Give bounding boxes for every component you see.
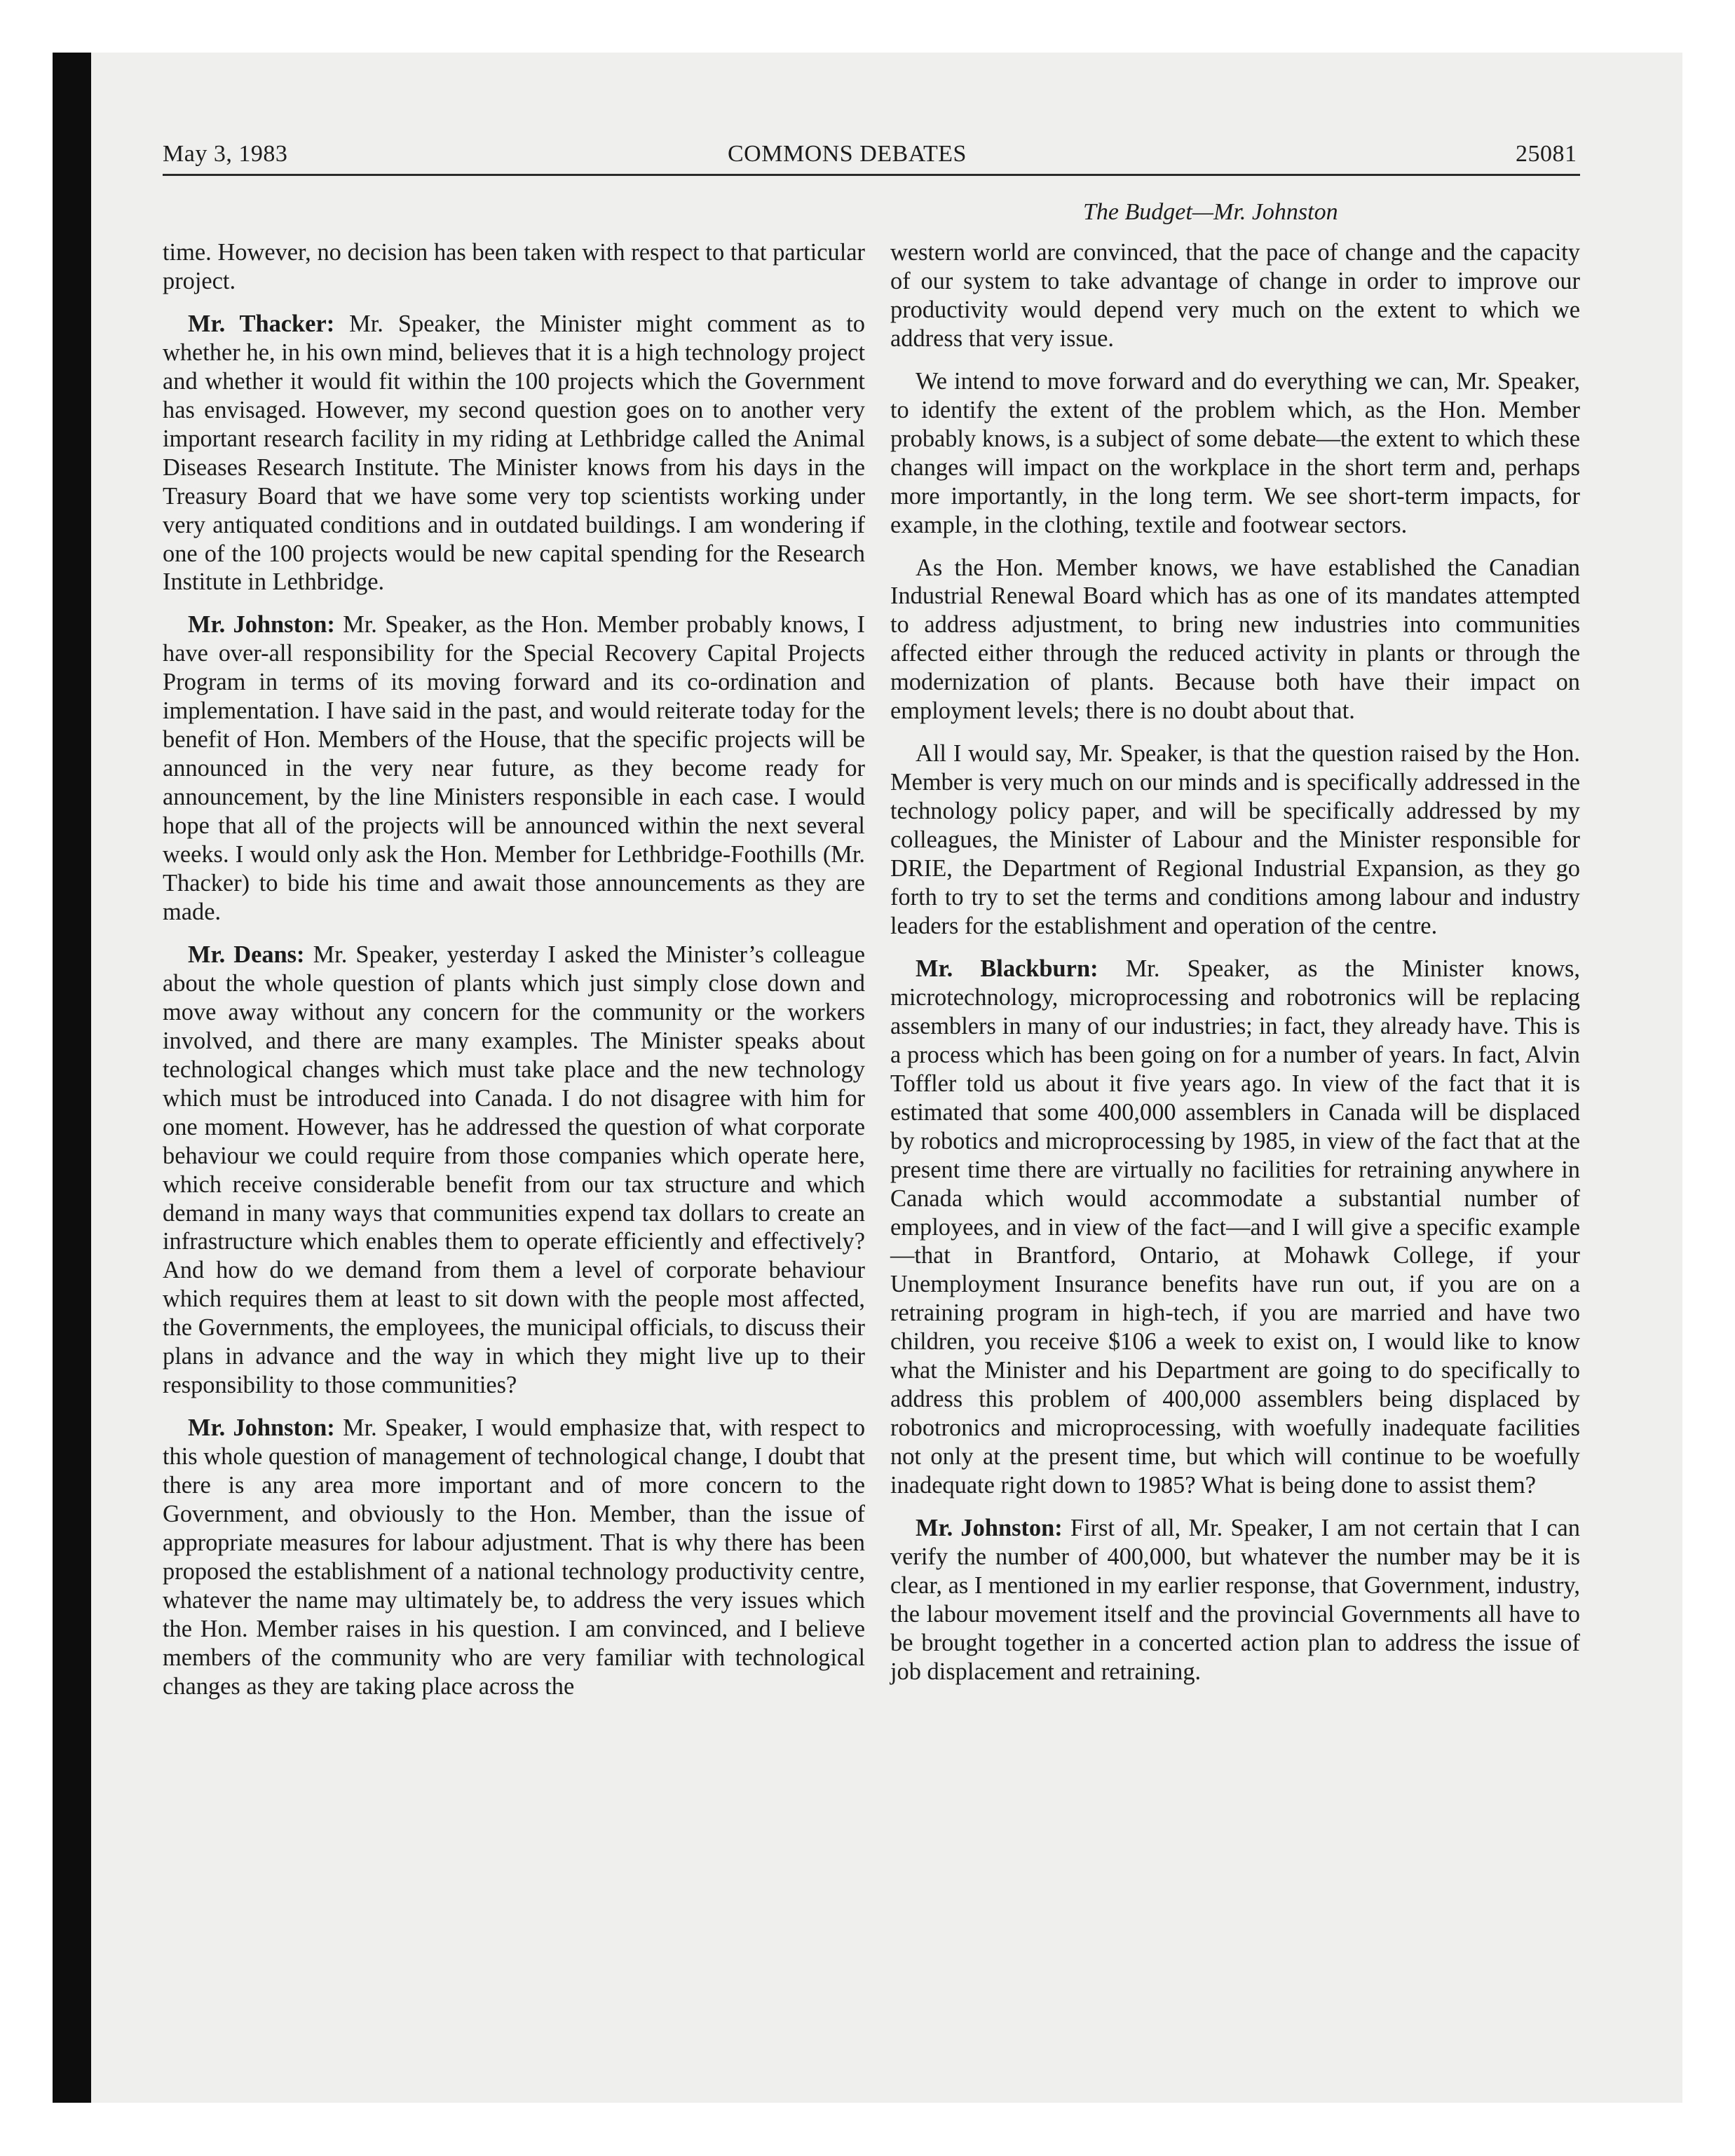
- paragraph: [890, 238, 1580, 353]
- paragraph: [890, 367, 1580, 540]
- paragraph-text: Mr. Speaker, the Minister might comment as to whether he, in his own mind, believes that it is a high technology project and whether it would fit within the 100 projects which the Government has envisaged. However, my second question goes on to another very important research facility in my riding at Lethbridge called the Animal Diseases Research Institute. The Minister knows from his days in the Treasury Board that we have some very top scientists working under very antiquated conditions and in outdated buildings. I am wondering if one of the 100 projects would be new capital spending for the Research Institute in Lethbridge.: [163, 310, 865, 596]
- speaker-name: Mr. Johnston:: [188, 1414, 335, 1442]
- speaker-name: Mr. Thacker:: [188, 310, 335, 337]
- paragraph: [163, 238, 865, 296]
- paragraph-text: First of all, Mr. Speaker, I am not certain that I can verify the number of 400,000, but whatever the number may be it is clear, as I mentioned in my earlier response, that Government, industry, the labour movement itself and the provincial Governments all have to be brought together in a concerted action plan to address the issue of job displacement and retraining.: [890, 1515, 1580, 1685]
- paragraph-text: Mr. Speaker, yesterday I asked the Minister’s colleague about the whole question of plants which just simply close down and move away without any concern for the community or the workers involved, and there are many examples. The Minister speaks about technological changes which must take place and the new technology which must be introduced into Canada. I do not disagree with him for one moment. However, has he addressed the question of what corporate behaviour we could require from those companies which operate here, which receive considerable benefit from our tax structure and which demand in many ways that communities expend tax dollars to create an infrastructure which enables them to operate efficiently and effectively? And how do we demand from them a level of corporate behaviour which requires them at least to sit down with the people most affected, the Governments, the employees, the municipal officials, to discuss their plans in advance and the way in which they might live up to their responsibility to those communities?: [163, 941, 865, 1399]
- left-column: [163, 238, 865, 1715]
- speaker-name: Mr. Johnston:: [188, 611, 335, 639]
- paragraph-text: western world are convinced, that the pace of change and the capacity of our system to take advantage of change in order to improve our productivity would depend very much on the extent to which we address that very issue.: [890, 239, 1580, 352]
- right-column: [890, 238, 1580, 1700]
- paragraph-text: Mr. Speaker, as the Hon. Member probably knows, I have over-all responsibility for the Special Recovery Capital Projects Program in terms of its moving forward and its co-ordination and implementation. I have said in the past, and would reiterate today for the benefit of Hon. Members of the House, that the specific projects will be announced in the very near future, as they become ready for announcement, by the line Ministers responsible in each case. I would hope that all of the projects will be announced within the next several weeks. I would only ask the Hon. Member for Lethbridge-Foothills (Mr. Thacker) to bide his time and await those announcements as they are made.: [163, 611, 866, 925]
- paragraph-text: As the Hon. Member knows, we have established the Canadian Industrial Renewal Board which has as one of its mandates attempted to address adjustment, to bring new industries into communities affected either through the reduced activity in plants or through the modernization of plants. Because both have their impact on employment levels; there is no doubt about that.: [890, 554, 1580, 725]
- paragraph-text: time. However, no decision has been taken with respect to that particular project.: [163, 239, 865, 294]
- paragraph: [163, 610, 865, 926]
- header-page-number: 25081: [1516, 141, 1577, 167]
- paragraph: [163, 1414, 865, 1701]
- paragraph: [890, 955, 1580, 1500]
- paragraph: [163, 310, 865, 597]
- speaker-name: Mr. Johnston:: [916, 1515, 1063, 1542]
- header-date: May 3, 1983: [163, 141, 288, 167]
- running-head: The Budget—Mr. Johnston: [1083, 199, 1338, 225]
- paragraph: [890, 1514, 1580, 1686]
- scan-binding-edge: [53, 53, 91, 2103]
- paragraph: [890, 554, 1580, 726]
- speaker-name: Mr. Blackburn:: [916, 955, 1098, 982]
- paragraph-text: All I would say, Mr. Speaker, is that the question raised by the Hon. Member is very much on our minds and is specifically addressed in the technology policy paper, and will be specifically addressed by my colleagues, the Minister of Labour and the Minister responsible for DRIE, the Department of Regional Industrial Expansion, as they go forth to try to set the terms and conditions among labour and industry leaders for the establishment and operation of the centre.: [890, 740, 1580, 939]
- speaker-name: Mr. Deans:: [188, 941, 305, 968]
- paragraph-text: Mr. Speaker, I would emphasize that, with respect to this whole question of management of technological change, I doubt that there is any area more important and of more concern to the Government, and obviously to the Hon. Member, than the issue of appropriate measures for labour adjustment. That is why there has been proposed the establishment of a national technology productivity centre, whatever the name may ultimately be, to address the very issues which the Hon. Member raises in his question. I am convinced, and I believe members of the community who are very familiar with technological changes as they are taking place across the: [163, 1414, 866, 1700]
- header-rule: [163, 174, 1580, 176]
- paragraph-text: Mr. Speaker, as the Minister knows, microtechnology, microprocessing and robotronics will be replacing assemblers in many of our industries; in fact, they already have. This is a process which has been going on for a number of years. In fact, Alvin Toffler told us about it five years ago. In view of the fact that it is estimated that some 400,000 assemblers in Canada will be displaced by robotics and microprocessing by 1985, in view of the fact that at the present time there are virtually no facilities for retraining anywhere in Canada which would accommodate a substantial number of employees, and in view of the fact—and I will give a specific example—that in Brantford, Ontario, at Mohawk College, if your Unemployment Insurance benefits have run out, if you are on a retraining program in high-tech, if you are married and have two children, you receive $106 a week to exist on, I would like to know what the Minister and his Department are going to do specifically to address this problem of 400,000 assemblers being displaced by robotronics and microprocessing, with woefully inadequate facilities not only at the present time, but which will continue to be woefully inadequate right down to 1985? What is being done to assist them?: [890, 955, 1580, 1499]
- paragraph: [890, 739, 1580, 941]
- header-title: COMMONS DEBATES: [728, 141, 967, 167]
- paragraph-text: We intend to move forward and do everything we can, Mr. Speaker, to identify the extent of the problem which, as the Hon. Member probably knows, is a subject of some debate—the extent to which these changes will impact on the workplace in the short term and, perhaps more importantly, in the long term. We see short-term impacts, for example, in the clothing, textile and footwear sectors.: [890, 367, 1580, 538]
- paragraph: [163, 941, 865, 1400]
